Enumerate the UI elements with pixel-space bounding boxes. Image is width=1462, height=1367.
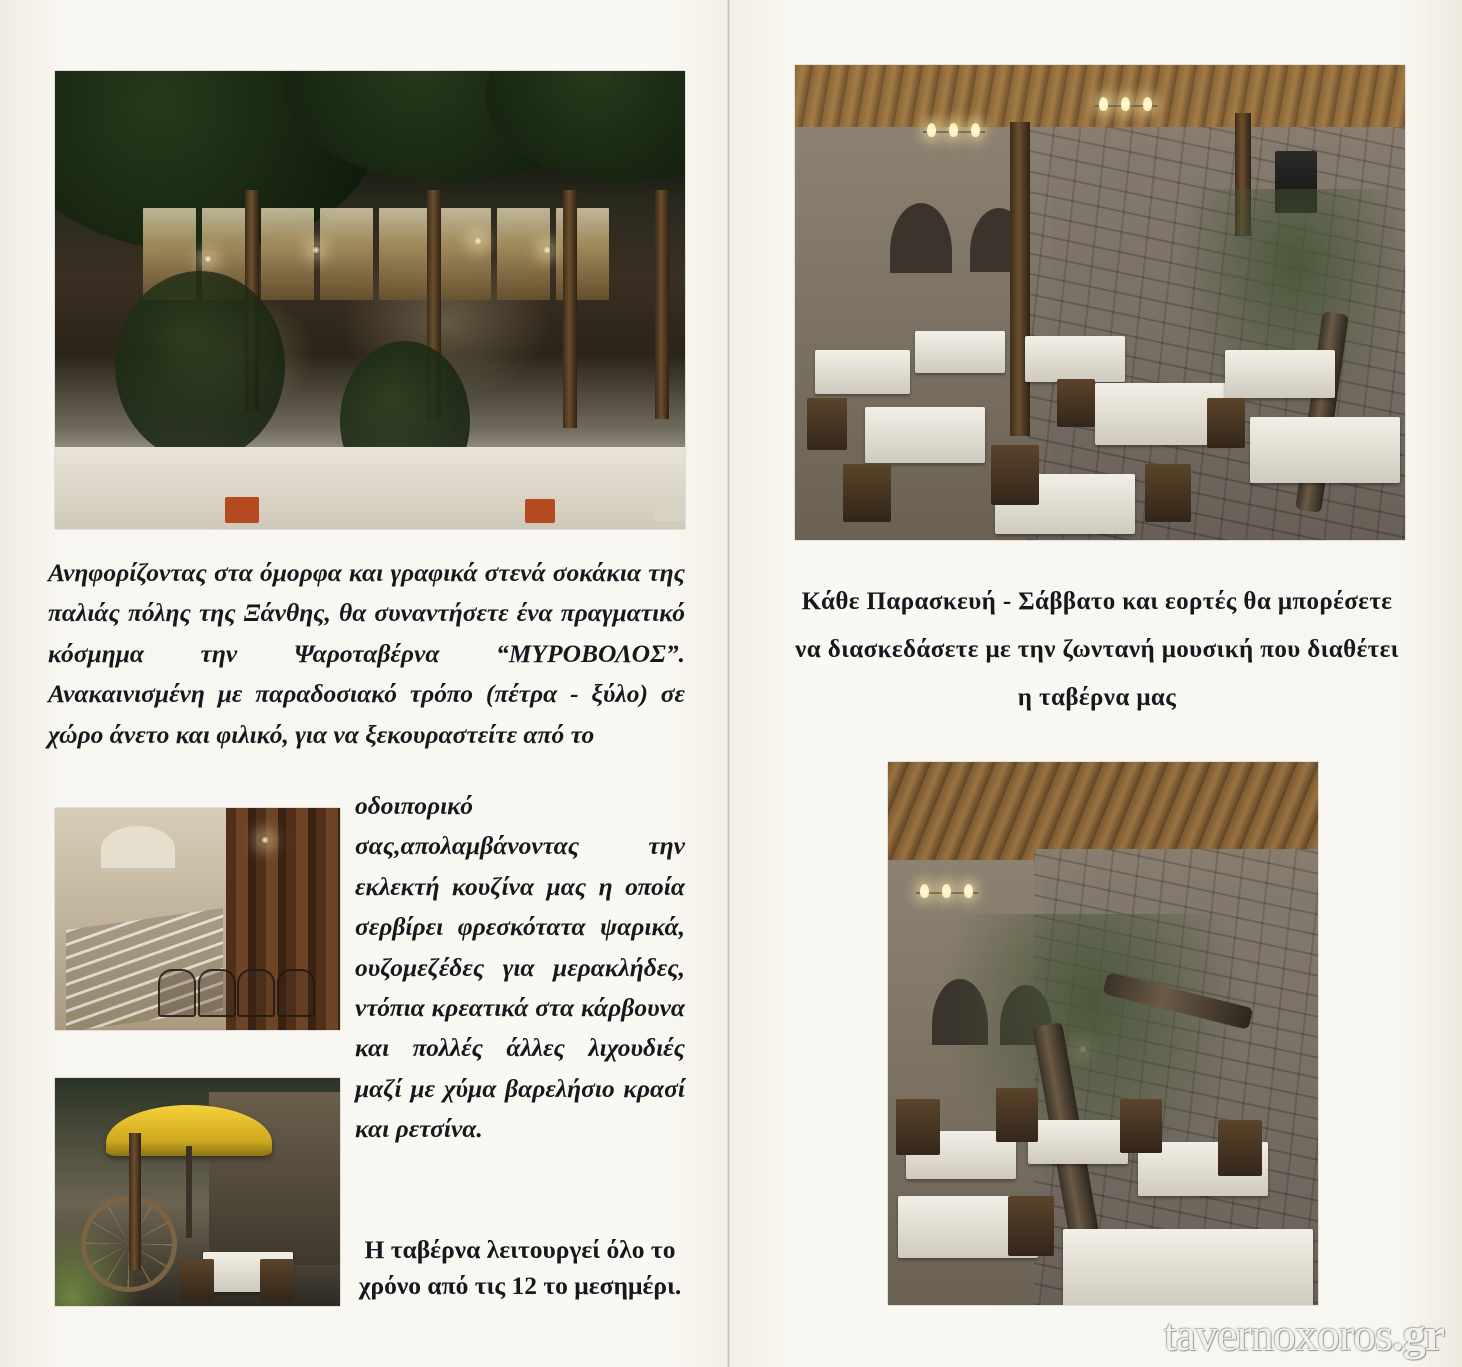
watermark-tld: .gr (1392, 1309, 1444, 1360)
photo-interior-olive-tree (888, 762, 1318, 1305)
page-fold-line (727, 0, 730, 1367)
left-paragraph-intro: Ανηφορίζοντας στα όμορφα και γραφικά στενά σοκάκια της παλιάς πόλης της Ξάνθης, θα συναντήσετε ένα πραγματικό κόσμημα την Ψαροταβέρνα “ΜΥΡΟΒΟΛΟΣ”. Ανακαινισμένη με παραδοσιακό τρόπο (πέτρα - ξύλο) σε χώρο άνετο και φιλικό, για να ξεκουραστείτε από το (48, 558, 685, 749)
left-paragraph-cuisine: οδοιπορικό σας,απολαμβάνοντας την εκλεκτή κουζίνα μας η οποία σερβίρει φρεσκότατα ψαρικά, ουζομεζέδες για μερακλήδες, ντόπια κρεατικά στα κάρβουνα και πολλές άλλες λιχουδιές μαζί με χύμα βαρελήσιο κρασί και ρετσίνα. (355, 791, 685, 1144)
photo-exterior-night (55, 71, 685, 529)
site-watermark (1164, 1308, 1444, 1361)
photo-interior-stone-hall (795, 65, 1405, 540)
watermark-name: tavernoxoros (1163, 1309, 1393, 1360)
photo-courtyard-umbrella (55, 1078, 340, 1306)
left-paragraph-hours: Η ταβέρνα λειτουργεί όλο το χρόνο από τις 12 το μεσημέρι. (358, 1235, 682, 1300)
right-paragraph-live-music: Κάθε Παρασκευή - Σάββατο και εορτές θα μπορέσετε να διασκεδάσετε με την ζωντανή μουσική που διαθέτει η ταβέρνα μας (795, 588, 1399, 711)
photo-mural-stairway (55, 808, 340, 1030)
